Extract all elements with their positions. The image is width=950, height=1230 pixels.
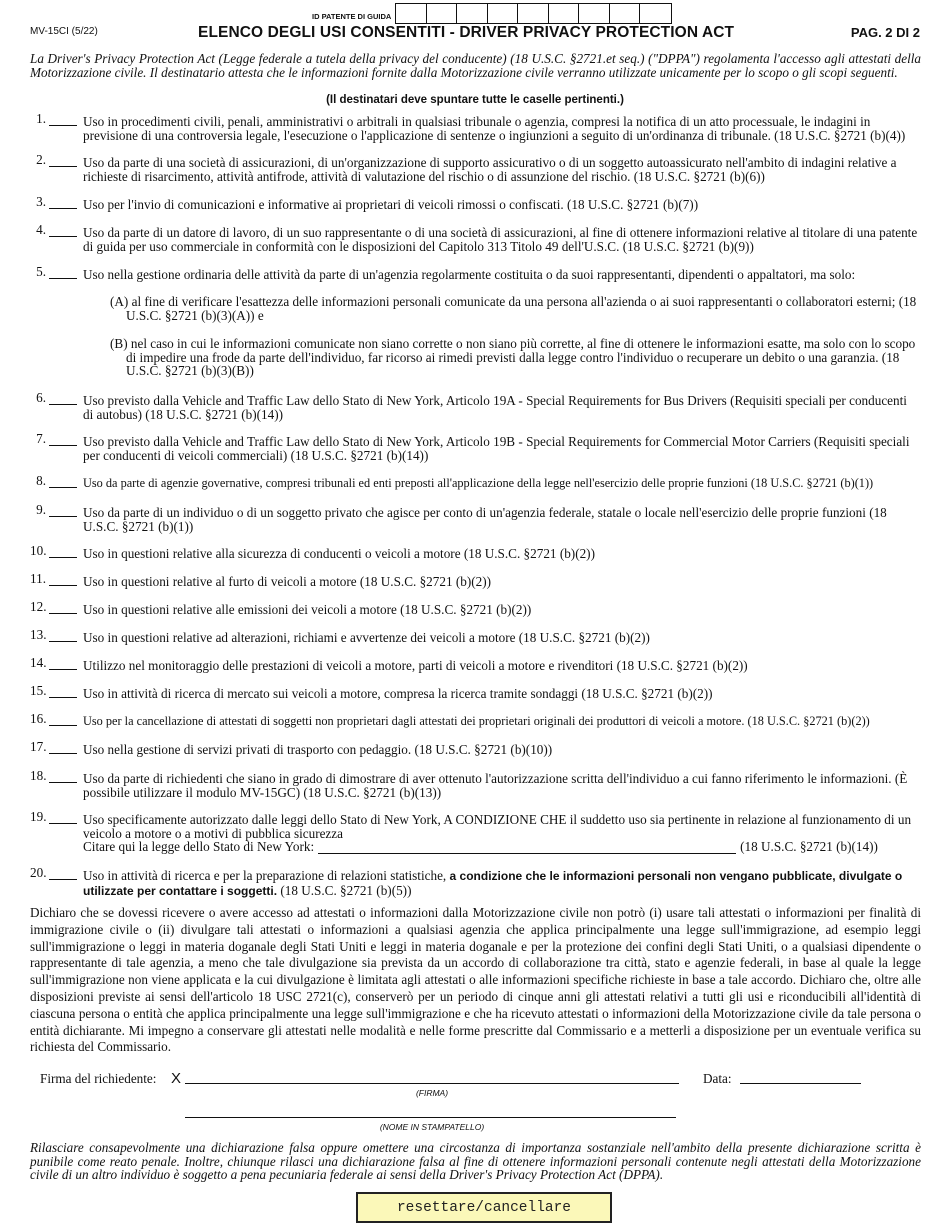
item-number: 6. <box>36 390 46 405</box>
item-checkbox-blank[interactable] <box>49 477 77 488</box>
item-checkbox-blank[interactable] <box>49 226 77 237</box>
item-text: Uso per la cancellazione di attestati di soggetti non proprietari dagli attestati dei proprietari originali dei produttori di veicoli a motore. (18 U.S.C. §2721 (b)(2)) <box>83 714 870 728</box>
date-input[interactable] <box>740 1083 861 1084</box>
item-text: Uso nella gestione di servizi privati di trasporto con pedaggio. (18 U.S.C. §2721 (b)(10)) <box>83 742 553 757</box>
form-code: MV-15CI (5/22) <box>30 26 98 37</box>
item-checkbox-blank[interactable] <box>49 687 77 698</box>
printed-name-input[interactable] <box>185 1117 676 1118</box>
item-text-main: Uso specificamente autorizzato dalle leggi dello Stato di New York, A CONDIZIONE CHE il suddetto uso sia pertinente in relazione al funzionamento di un veicolo a motore o a motivi di pubblica sicurezza <box>83 812 912 841</box>
item-text: Uso da parte di una società di assicurazioni, di un'organizzazione di supporto assicurativo o di un soggetto autoassicurato nell'ambito di indagini relative a richieste di risarcimento, attività antifrode, attività di valutazione del rischio o di assunzione del rischio. (18 U.S.C. §2721 (b)(6)) <box>83 155 897 184</box>
page-title: ELENCO DEGLI USI CONSENTITI - DRIVER PRIVACY PROTECTION ACT <box>198 24 735 41</box>
license-id-digit[interactable] <box>457 4 488 23</box>
item-text: Uso da parte di agenzie governative, compresi tribunali ed enti preposti all'applicazione della legge nell'esercizio delle proprie funzioni (18 U.S.C. §2721 (b)(1)) <box>83 476 874 490</box>
item-text: Uso nella gestione ordinaria delle attività da parte di un'agenzia regolarmente costituita o da suoi rappresentanti, dipendenti o appaltatori, ma solo: <box>83 267 856 282</box>
list-item <box>30 739 920 757</box>
item-text: Uso da parte di richiedenti che siano in grado di dimostrare di aver ottenuto l'autorizzazione scritta dell'individuo a cui fanno riferimento le informazioni. (È possibile utilizzare il modulo MV-15GC) (18 U.S.C. §2721 (b)(13)) <box>83 771 908 800</box>
item-number: 7. <box>36 431 46 446</box>
item-number: 20. <box>30 865 47 880</box>
signature-caption: (FIRMA) <box>415 1088 449 1098</box>
page-number: PAG. 2 DI 2 <box>850 25 920 40</box>
license-id-digit[interactable] <box>549 4 580 23</box>
item-checkbox-blank[interactable] <box>49 631 77 642</box>
item-checkbox-blank[interactable] <box>49 435 77 446</box>
item-number: 3. <box>36 194 46 209</box>
license-id-digit[interactable] <box>610 4 641 23</box>
item-number: 4. <box>36 222 46 237</box>
item-number: 15. <box>30 683 47 698</box>
intro-paragraph: La Driver's Privacy Protection Act (Legge federale a tutela della privacy del conducente) (18 U.S.C. §2721.et seq.) ("DPPA") regolamenta l'accesso agli attestati della Motorizzazione civile. Il destinatario attesta che le informazioni fornite dalla Motorizzazione civile verranno utilizzate unicamente per lo scopo o gli scopi seguenti. <box>30 51 921 80</box>
list-item <box>30 431 920 463</box>
item-text <box>83 813 920 854</box>
sub-item-a <box>0 295 921 322</box>
license-id-digit[interactable] <box>518 4 549 23</box>
item-number: 11. <box>30 571 46 586</box>
list-item <box>30 599 920 617</box>
item-text: Uso in questioni relative al furto di veicoli a motore (18 U.S.C. §2721 (b)(2)) <box>83 574 491 589</box>
item-text <box>83 869 920 898</box>
item-checkbox-blank[interactable] <box>49 743 77 754</box>
law-citation-ref: (18 U.S.C. §2721 (b)(14)) <box>740 839 878 854</box>
signature-x-mark: X <box>171 1070 182 1087</box>
item-text: Uso previsto dalla Vehicle and Traffic Law dello Stato di New York, Articolo 19A - Special Requirements for Bus Drivers (Requisiti speciali per conducenti di autobus) (18 U.S.C. §2721 (b)(14)) <box>83 393 907 422</box>
item-checkbox-blank[interactable] <box>49 268 77 279</box>
item-checkbox-blank[interactable] <box>49 575 77 586</box>
item-checkbox-blank[interactable] <box>49 394 77 405</box>
license-id-digit[interactable] <box>396 4 427 23</box>
sub-item-text: (A) al fine di verificare l'esattezza delle informazioni personali comunicate da una persona all'azienda o ai suoi rappresentanti o collaboratori esterni; (18 U.S.C. §2721 (b)(3)(A)) e <box>110 294 917 323</box>
item-text-tail: (18 U.S.C. §2721 (b)(5)) <box>280 882 412 898</box>
item-checkbox-blank[interactable] <box>49 115 77 126</box>
item-text-bold: a condizione che le informazioni personali non vengano pubblicate, divulgate o utilizzate per contattare i soggetti. <box>83 869 903 898</box>
item-number: 1. <box>36 111 46 126</box>
item-number: 12. <box>30 599 47 614</box>
law-citation-label: Citare qui la legge dello Stato di New York: <box>83 839 315 854</box>
license-id-digit[interactable] <box>640 4 671 23</box>
item-number: 2. <box>36 152 46 167</box>
item-checkbox-blank[interactable] <box>49 603 77 614</box>
list-item <box>30 809 920 854</box>
item-text: Uso in questioni relative ad alterazioni, richiami e avvertenze dei veicoli a motore (18 U.S.C. §2721 (b)(2)) <box>83 630 650 645</box>
item-text: Uso in procedimenti civili, penali, amministrativi o arbitrali in qualsiasi tribunale o agenzia, compresi la notifica di un atto processuale, le indagini in previsione di una controversia legale, l'esecuzione o l'applicazione di sentenze o ingiunzioni a seguito di un'ordinanza di tribunale. (18 U.S.C. §2721 (b)(4)) <box>83 114 906 143</box>
license-id-label: ID PATENTE DI GUIDA <box>312 12 392 21</box>
item-checkbox-blank[interactable] <box>49 547 77 558</box>
list-item <box>30 473 920 491</box>
item-text: Uso in questioni relative alle emissioni dei veicoli a motore (18 U.S.C. §2721 (b)(2)) <box>83 602 532 617</box>
printed-name-caption: (NOME IN STAMPATELLO) <box>379 1122 485 1132</box>
license-id-digit[interactable] <box>427 4 458 23</box>
item-text: Uso previsto dalla Vehicle and Traffic Law dello Stato di New York, Articolo 19B - Special Requirements for Commercial Motor Carriers (Requisiti speciali per conducenti di veicoli commerciali) (18 U.S.C. §2721 (b)(14)) <box>83 434 910 463</box>
item-number: 14. <box>30 655 47 670</box>
item-text: Uso per l'invio di comunicazioni e informative ai proprietari di veicoli rimossi o confiscati. (18 U.S.C. §2721 (b)(7)) <box>83 197 699 212</box>
sub-item-b <box>0 337 921 378</box>
date-label: Data: <box>703 1071 732 1086</box>
law-citation-row <box>83 840 920 854</box>
false-statement-warning: Rilasciare consapevolmente una dichiarazione falsa oppure omettere una circostanza di importanza sostanziale nell'ambito della presente dichiarazione scritta è punibile come reato penale. Inoltre, chiunque rilasci una dichiarazione falsa al fine di ottenere informazioni personali contenute negli attestati della Motorizzazione civile di un altro individuo è soggetto a pena pecuniaria federale ai sensi della Driver's Privacy Protection Act (DPPA). <box>30 1140 921 1182</box>
item-checkbox-blank[interactable] <box>49 869 77 880</box>
list-item <box>30 194 920 212</box>
item-checkbox-blank[interactable] <box>49 198 77 209</box>
item-checkbox-blank[interactable] <box>49 772 77 783</box>
license-id-group <box>312 3 672 24</box>
list-item <box>30 264 920 282</box>
item-number: 13. <box>30 627 47 642</box>
list-item <box>30 768 920 800</box>
license-id-digit[interactable] <box>579 4 610 23</box>
item-number: 18. <box>30 768 47 783</box>
item-number: 16. <box>30 711 47 726</box>
list-item <box>30 502 920 534</box>
list-item <box>30 222 920 254</box>
item-number: 9. <box>36 502 46 517</box>
item-checkbox-blank[interactable] <box>49 715 77 726</box>
item-checkbox-blank[interactable] <box>49 813 77 824</box>
item-text: Uso da parte di un datore di lavoro, di un suo rappresentante o di una società di assicurazioni, al fine di ottenere informazioni relative al titolare di una patente di guida per uso commerciale in conformità con le disposizioni del Capitolo 313 Titolo 49 dell'U.S.C. (18 U.S.C. §2721 (b)(9)) <box>83 225 918 254</box>
list-item <box>30 711 920 729</box>
instruction-note: (Il destinatari deve spuntare tutte le caselle pertinenti.) <box>326 94 624 106</box>
law-citation-input[interactable] <box>318 842 736 854</box>
list-item <box>30 152 920 184</box>
item-text: Utilizzo nel monitoraggio delle prestazioni di veicoli a motore, parti di veicoli a motore e rivenditori (18 U.S.C. §2721 (b)(2)) <box>83 658 748 673</box>
reset-button[interactable]: resettare/cancellare <box>356 1192 612 1223</box>
item-text: Uso in questioni relative alla sicurezza di conducenti o veicoli a motore (18 U.S.C. §2721 (b)(2)) <box>83 546 595 561</box>
license-id-boxes <box>395 3 672 24</box>
item-number: 8. <box>36 473 46 488</box>
item-text: Uso da parte di un individuo o di un soggetto privato che agisce per conto di un'agenzia federale, statale o locale nell'esercizio delle proprie funzioni (18 U.S.C. §2721 (b)(1)) <box>83 505 887 534</box>
item-checkbox-blank[interactable] <box>49 659 77 670</box>
item-text-main: Uso in attività di ricerca e per la preparazione di relazioni statistiche, <box>83 868 447 883</box>
item-checkbox-blank[interactable] <box>49 156 77 167</box>
signature-label: Firma del richiedente: <box>40 1071 157 1086</box>
list-item <box>30 390 920 422</box>
list-item <box>30 865 920 898</box>
item-number: 17. <box>30 739 47 754</box>
license-id-digit[interactable] <box>488 4 519 23</box>
list-item <box>30 627 920 645</box>
item-number: 10. <box>30 543 47 558</box>
list-item <box>30 111 920 143</box>
list-item <box>30 683 920 701</box>
sub-item-text: (B) nel caso in cui le informazioni comunicate non siano corrette o non siano più corrette, al fine di ottenere le informazioni esatte, ma solo con lo scopo di impedire una frode da parte dell'individuo, far ricorso ai rimedi previsti dalla legge contro l'individuo o recuperare un debito o una garanzia. (18 U.S.C. §2721 (b)(3)(B)) <box>110 336 916 378</box>
item-number: 5. <box>36 264 46 279</box>
signature-input[interactable] <box>185 1083 679 1084</box>
list-item <box>30 543 920 561</box>
declaration-paragraph: Dichiaro che se dovessi ricevere o avere accesso ad attestati o informazioni dalla Motorizzazione civile non potrò (i) usare tali attestati o informazioni per finalità di immigrazione civile o (ii) divulgare tali attestati o informazioni a qualsiasi agenzia che applica principalmente una legge sull'immigrazione, ad esempio leggi sull'immigrazione o leggi in materia doganale degli Stati Uniti e leggi in materia doganale e per la protezione dei confini degli Stati Uniti, o a qualsiasi dipendente o rappresentante di tale agenzia, a meno che tale divulgazione sia prevista da un accordo di collaborazione tra città, stato e agenzie federali, in base al quale la legge sull'immigrazione non viene applicata e la cui divulgazione è limitata agli attestati o alle informazioni specifiche richieste in base a tale accordo. Dichiaro che, oltre alle disposizioni previste ai sensi dell'articolo 18 USC 2721(c), conserverò per un periodo di cinque anni gli attestati relativi a tutti gli usi e riconducibili all'identità di ciascuna persona o entità che applica principalmente una legge sull'immigrazione e che ha ricevuto attestati o informazioni della Motorizzazione civile da tale persona o entità dichiarante. Mi impegno a conservare gli attestati nelle modalità e nelle forme prescritte dal Commissario e a metterli a disposizione per un eventuale verifica su richiesta del Commissario. <box>30 905 921 1055</box>
list-item <box>30 655 920 673</box>
item-checkbox-blank[interactable] <box>49 506 77 517</box>
item-number: 19. <box>30 809 47 824</box>
list-item <box>30 571 920 589</box>
item-text: Uso in attività di ricerca di mercato sui veicoli a motore, compresa la ricerca tramite sondaggi (18 U.S.C. §2721 (b)(2)) <box>83 686 713 701</box>
